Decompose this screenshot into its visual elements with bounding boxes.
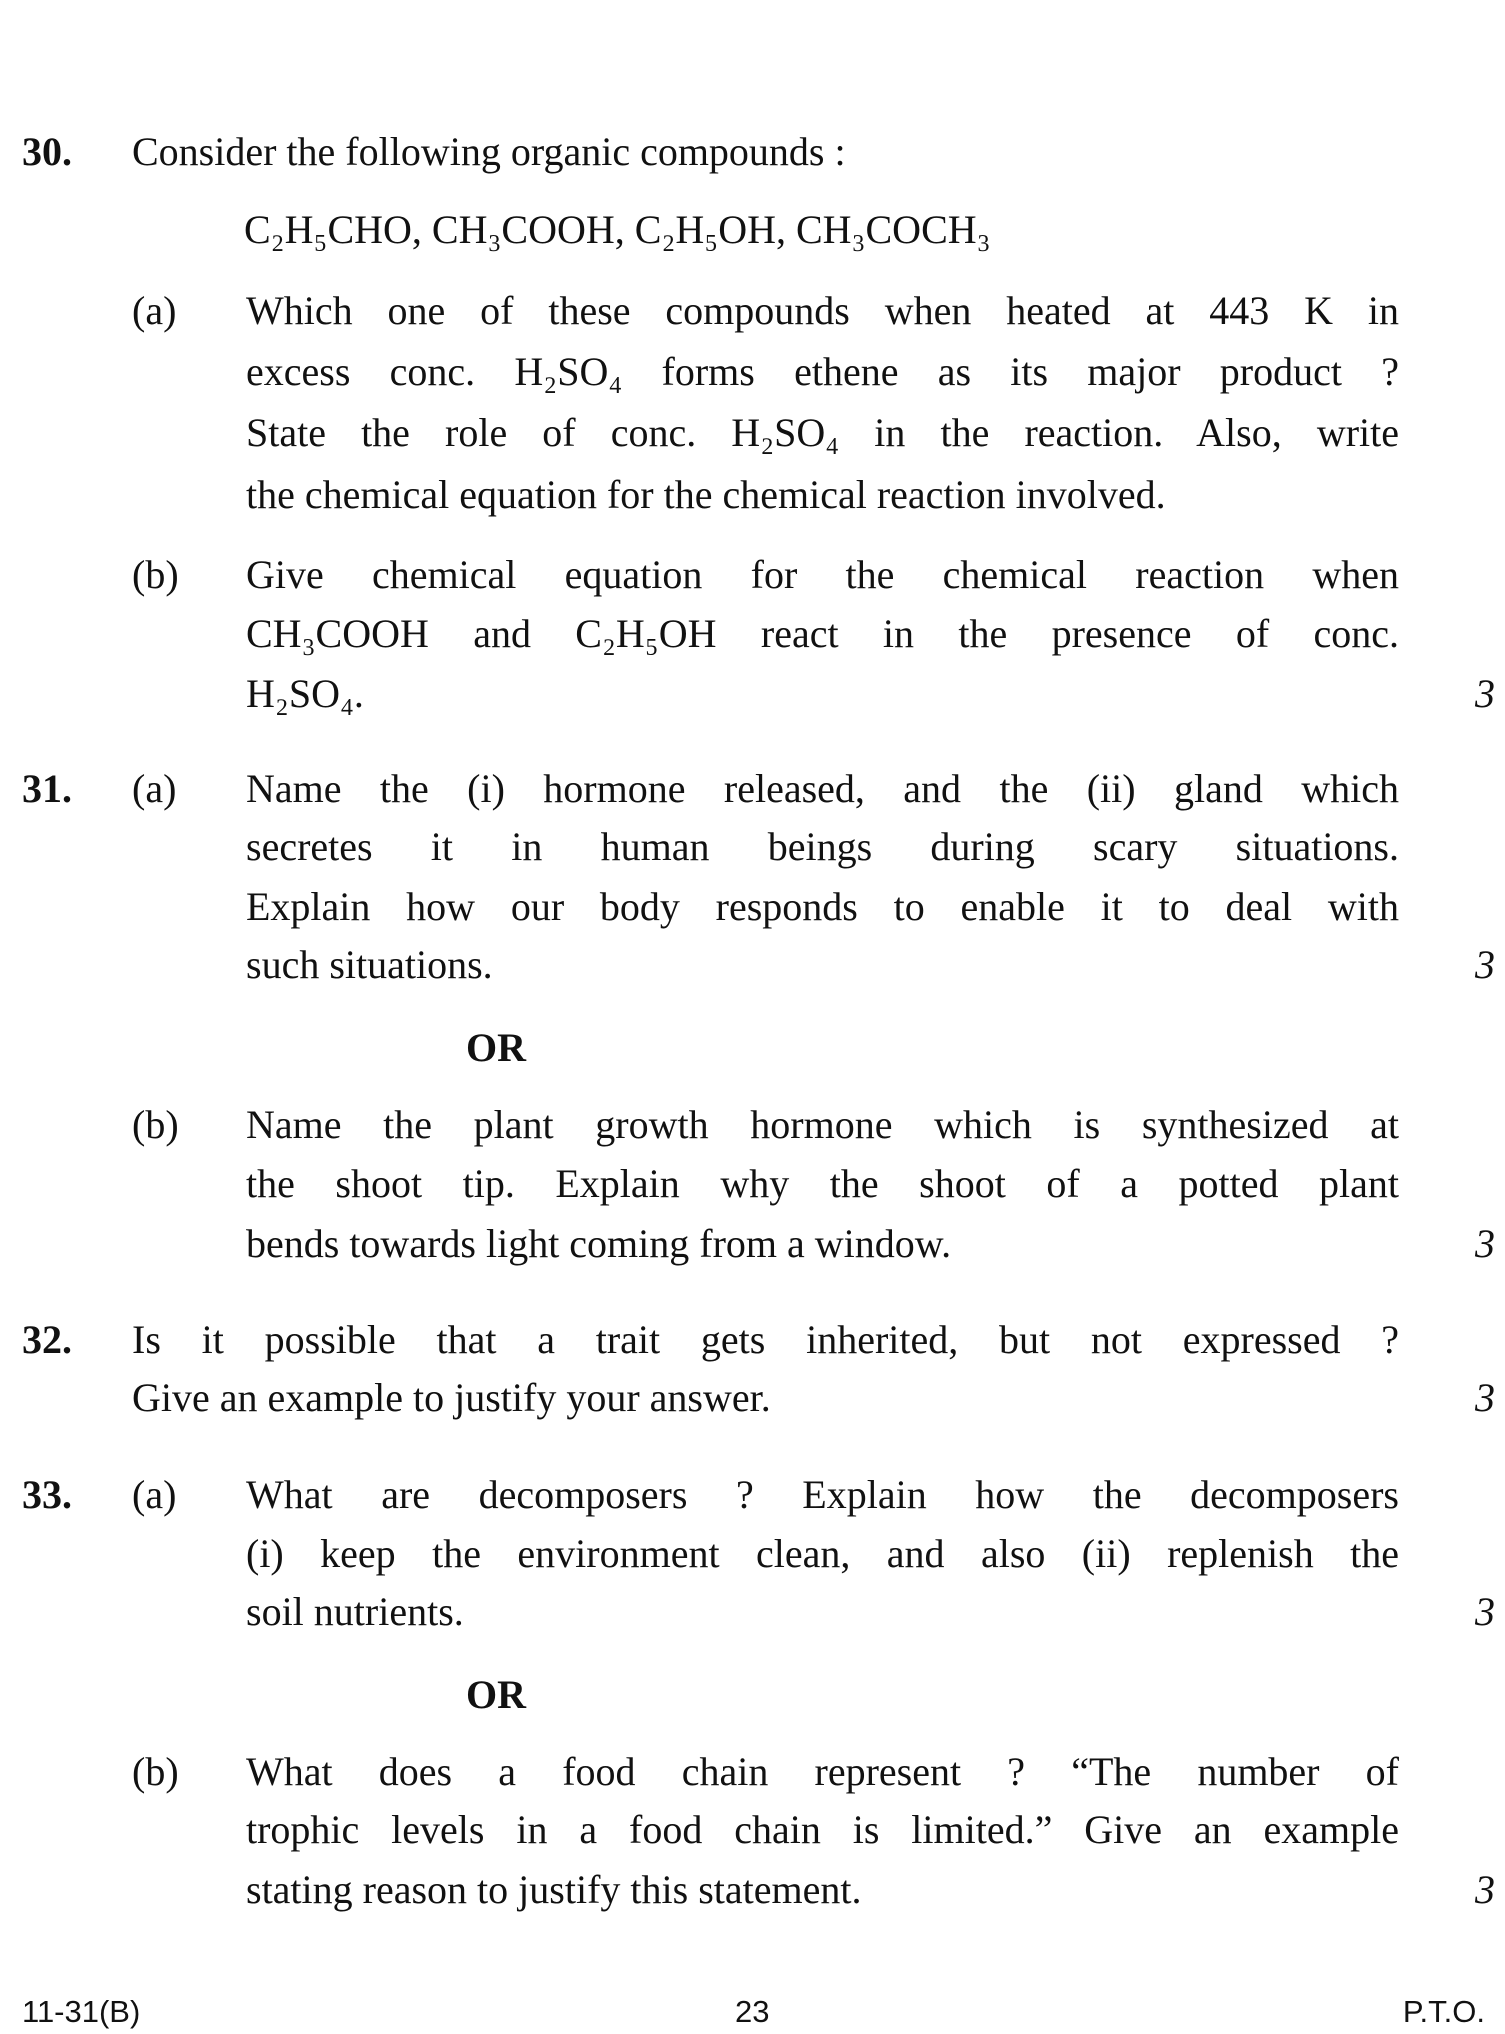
part-label: (b) xyxy=(132,1102,179,1147)
text-line: What are decomposers ? Explain how the decomposers xyxy=(246,1472,1399,1517)
text-line: Explain how our body responds to enable it to deal with xyxy=(246,884,1399,929)
marks: 3 xyxy=(1475,1221,1495,1266)
question-number: 32. xyxy=(22,1317,72,1362)
marks: 3 xyxy=(1475,942,1495,987)
text-line: CH₃COOH and C₂H₅OH react in the presence of conc. xyxy=(246,611,1399,656)
text-line: Give chemical equation for the chemical reaction when xyxy=(246,552,1399,597)
marks: 3 xyxy=(1475,1867,1495,1912)
text-line: H₂SO₄. xyxy=(246,671,364,716)
text-line: such situations. xyxy=(246,942,493,987)
text-line: What does a food chain represent ? “The number of xyxy=(246,1749,1399,1794)
text-line: the chemical equation for the chemical reaction involved. xyxy=(246,472,1166,517)
or-separator: OR xyxy=(466,1025,526,1070)
part-label: (b) xyxy=(132,552,179,597)
marks: 3 xyxy=(1475,1375,1495,1420)
text-line: Is it possible that a trait gets inherited, but not expressed ? xyxy=(132,1317,1399,1362)
question-number: 30. xyxy=(22,129,72,174)
text-line: the shoot tip. Explain why the shoot of a potted plant xyxy=(246,1161,1399,1206)
text-line: trophic levels in a food chain is limited.” Give an example xyxy=(246,1807,1399,1852)
text-line: soil nutrients. xyxy=(246,1589,464,1634)
marks: 3 xyxy=(1475,671,1495,716)
text-line: bends towards light coming from a window. xyxy=(246,1221,952,1266)
text-line: State the role of conc. H₂SO₄ in the reaction. Also, write xyxy=(246,410,1399,455)
part-label: (a) xyxy=(132,766,177,811)
text-line: (i) keep the environment clean, and also (ii) replenish the xyxy=(246,1531,1399,1576)
part-label: (a) xyxy=(132,288,177,333)
question-number: 33. xyxy=(22,1472,72,1517)
or-separator: OR xyxy=(466,1672,526,1717)
part-label: (b) xyxy=(132,1749,179,1794)
text-line: Which one of these compounds when heated at 443 K in xyxy=(246,288,1399,333)
text-line: Give an example to justify your answer. xyxy=(132,1375,771,1420)
part-label: (a) xyxy=(132,1472,177,1517)
text-line: secretes it in human beings during scary situations. xyxy=(246,824,1399,869)
paper-code: 11-31(B) xyxy=(22,1994,141,2029)
compound-list: C₂H₅CHO, CH₃COOH, C₂H₅OH, CH₃COCH₃ xyxy=(244,207,991,252)
page-number: 23 xyxy=(735,1994,770,2029)
text-line: Name the (i) hormone released, and the (ii) gland which xyxy=(246,766,1399,811)
text-line: Name the plant growth hormone which is synthesized at xyxy=(246,1102,1399,1147)
marks: 3 xyxy=(1475,1589,1495,1634)
question-intro: Consider the following organic compounds : xyxy=(132,129,846,174)
text-line: stating reason to justify this statement. xyxy=(246,1867,862,1912)
text-line: excess conc. H₂SO₄ forms ethene as its major product ? xyxy=(246,349,1399,394)
question-number: 31. xyxy=(22,766,72,811)
please-turn-over: P.T.O. xyxy=(1402,1994,1485,2029)
